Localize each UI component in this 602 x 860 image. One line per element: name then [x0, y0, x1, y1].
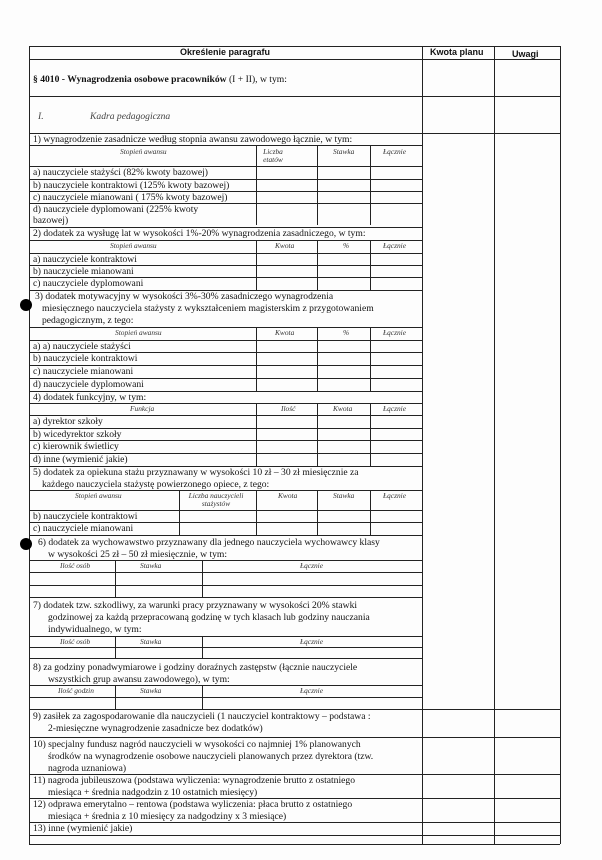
punch-hole: [20, 538, 32, 550]
rule: [560, 46, 561, 844]
item-4-row: d) inne (wymienić jakie): [33, 454, 128, 465]
rule: [256, 490, 257, 535]
rule: [29, 59, 560, 60]
item-7-col-count: Ilość osób: [60, 637, 91, 646]
section-title: Kadra pedagogiczna: [90, 111, 171, 122]
item-10-title: nagroda uznaniowa): [48, 763, 127, 774]
item-12-title: 12) odprawa emerytalno – rentowa (podstawa wyliczenia: płaca brutto z ostatniego: [33, 799, 353, 810]
section-number: I.: [38, 111, 44, 122]
item-4-row: b) wicedyrektor szkoły: [33, 429, 122, 440]
item-5-col-rate: Stawka: [333, 491, 355, 500]
item-5-col-rank: Stopień awansu: [75, 491, 122, 500]
rule: [370, 145, 371, 225]
column-header-description: Określenie paragrafu: [180, 47, 271, 57]
item-4-col-amount: Kwota: [333, 404, 353, 413]
item-2-row: b) nauczyciele mianowani: [33, 266, 134, 277]
rule: [256, 403, 257, 466]
item-13-title: 13) inne (wymienić jakie): [33, 823, 133, 834]
item-1-row: a) nauczyciele stażyści (82% kwoty bazowej): [33, 167, 209, 178]
item-4-row: c) kierownik świetlicy: [33, 441, 119, 452]
rule: [29, 240, 422, 241]
item-9-title: 9) zasiłek za zagospodarowanie dla nauczycieli (1 nauczyciel kontraktowy – podstawa :: [33, 711, 371, 722]
item-1-col-rank: Stopień awansu: [120, 147, 167, 156]
paragraph-code: § 4010 - Wynagrodzenia osobowe pracowników: [33, 74, 227, 85]
item-3-col-percent: %: [343, 328, 350, 337]
rule: [115, 560, 116, 597]
rule: [370, 490, 371, 535]
item-1-row: d) nauczyciele dyplomowani (225% kwoty bazowej): [33, 204, 199, 226]
item-6-title: w wysokości 25 zł – 50 zł miesięcznie, w tym:: [48, 549, 228, 560]
item-2-col-percent: %: [343, 241, 350, 250]
item-7-col-rate: Stawka: [140, 637, 162, 646]
rule: [29, 737, 560, 738]
rule: [29, 658, 422, 659]
rule: [370, 403, 371, 466]
item-11-title: miesiąca + średnia nadgodzin z 10 ostatnich miesięcy): [48, 787, 258, 798]
item-5-col-total: Łącznie: [383, 491, 406, 500]
item-2-col-rank: Stopień awansu: [110, 241, 157, 250]
rule: [29, 572, 422, 573]
item-3-title: miesięcznego nauczyciela stażysty z wykształceniem magisterskim z przygotowaniem: [42, 303, 374, 314]
rule: [29, 96, 560, 97]
item-7-title: 7) dodatek tzw. szkodliwy, za warunki pracy przyznawany w wysokości 20% stawki: [33, 600, 358, 611]
item-3-col-total: Łącznie: [383, 328, 406, 337]
item-3-col-rank: Stopień awansu: [115, 328, 162, 337]
item-4-col-count: Ilość: [281, 404, 296, 413]
item-8-col-total: Łącznie: [300, 686, 323, 695]
item-7-col-total: Łącznie: [300, 637, 323, 646]
item-3-title: 3) dodatek motywacyjny w wysokości 3%-30% zasadniczego wynagrodzenia: [35, 291, 334, 302]
item-8-col-rate: Stawka: [140, 686, 162, 695]
item-1-col-total: Łącznie: [383, 147, 406, 156]
item-7-title: godzinowej za każdą przepracowaną godzinę w tych klasach lub godziny nauczania: [48, 612, 370, 623]
rule: [29, 145, 422, 146]
item-5-title: 5) dodatek za opiekuna stażu przyznawany w wysokości 10 zł – 30 zł miesięcznie za: [33, 467, 359, 478]
item-2-row: c) nauczyciele dyplomowani: [33, 278, 144, 289]
item-3-row: b) nauczyciele kontraktowi: [33, 353, 138, 364]
paragraph-suffix: (I + II), w tym:: [226, 74, 287, 85]
item-6-col-count: Ilość osób: [60, 561, 91, 570]
rule: [29, 647, 422, 648]
item-5-title: każdego nauczyciela stażystę powierzonego opiece, z tego:: [42, 479, 270, 490]
item-1-col-posts: Liczba etatów: [263, 147, 283, 164]
item-6-col-rate: Stawka: [140, 561, 162, 570]
item-3-title: pedagogicznym, z tego:: [42, 315, 134, 326]
rule: [29, 403, 422, 404]
item-11-title: 11) nagroda jubileuszowa (podstawa wyliczenia: wynagrodzenie brutto z ostatniego: [33, 775, 355, 786]
item-4-col-function: Funkcja: [130, 404, 155, 413]
rule: [29, 844, 560, 845]
item-9-title: 2-miesięczne wynagrodzenie zasadnicze bez dodatków): [48, 723, 263, 734]
rule: [29, 835, 560, 836]
item-5-row: c) nauczyciele mianowani: [33, 523, 134, 534]
item-8-col-hours: Ilość godzin: [58, 686, 94, 695]
rule: [29, 597, 422, 598]
rule: [29, 535, 422, 536]
rule: [317, 145, 318, 225]
item-10-title: środków na wynagrodzenie osobowe nauczycieli planowanych przez dyrektora (tzw.: [48, 751, 374, 762]
rule: [29, 709, 560, 710]
item-2-row: a) nauczyciele kontraktowi: [33, 254, 137, 265]
item-3-row: a) a) nauczyciele stażyści: [33, 341, 131, 352]
rule: [29, 585, 422, 586]
rule: [179, 490, 180, 535]
rule: [29, 697, 422, 698]
column-header-amount: Kwota planu: [430, 47, 484, 57]
item-5-col-amount: Kwota: [278, 491, 298, 500]
column-header-notes: Uwagi: [512, 49, 539, 59]
item-2-col-amount: Kwota: [275, 241, 295, 250]
item-10-title: 10) specjalny fundusz nagród nauczycieli w wysokości co najmniej 1% planowanych: [33, 739, 361, 750]
paragraph-heading: [33, 74, 287, 85]
item-3-row: d) nauczyciele dyplomowani: [33, 379, 144, 390]
rule: [202, 560, 203, 597]
item-6-col-total: Łącznie: [300, 561, 323, 570]
item-8-title: 8) za godziny ponadwymiarowe i godziny doraźnych zastępstw (łącznie nauczyciele: [33, 662, 358, 673]
item-4-row: a) dyrektor szkoły: [33, 416, 103, 427]
item-2-title: 2) dodatek za wysługę lat w wysokości 1%-20% wynagrodzenia zasadniczego, w tym:: [33, 228, 366, 239]
rule: [422, 46, 423, 844]
rule: [256, 145, 257, 225]
punch-hole: [20, 299, 32, 311]
item-1-col-rate: Stawka: [333, 147, 355, 156]
item-6-title: 6) dodatek za wychowawstwo przyznawany dla jednego nauczyciela wychowawcy klasy: [38, 537, 380, 548]
item-3-row: c) nauczyciele mianowani: [33, 366, 134, 377]
item-7-title: indywidualnego, w tym:: [48, 624, 142, 635]
rule: [317, 403, 318, 466]
item-1-row: b) nauczyciele kontraktowi (125% kwoty bazowej): [33, 180, 230, 191]
rule: [370, 327, 371, 391]
item-1-row: c) nauczyciele mianowani ( 175% kwoty bazowej): [33, 192, 228, 203]
item-5-col-interns: Liczba nauczycieli stażystów: [188, 491, 244, 508]
item-2-col-total: Łącznie: [383, 241, 406, 250]
rule: [494, 46, 495, 844]
item-5-row: b) nauczyciele kontraktowi: [33, 511, 138, 522]
rule: [256, 327, 257, 391]
item-3-col-amount: Kwota: [275, 328, 295, 337]
rule: [317, 490, 318, 535]
item-4-title: 4) dodatek funkcyjny, w tym:: [33, 392, 147, 403]
item-12-title: miesiąca + średnia z 10 miesięcy za nadgodziny x 3 miesiące): [48, 811, 287, 822]
item-4-col-total: Łącznie: [383, 404, 406, 413]
rule: [29, 327, 422, 328]
item-1-title: 1) wynagrodzenie zasadnicze według stopnia awansu zawodowego łącznie, w tym:: [33, 134, 353, 145]
rule: [317, 327, 318, 391]
item-8-title: wszystkich grup awansu zawodowego), w tym:: [48, 674, 230, 685]
